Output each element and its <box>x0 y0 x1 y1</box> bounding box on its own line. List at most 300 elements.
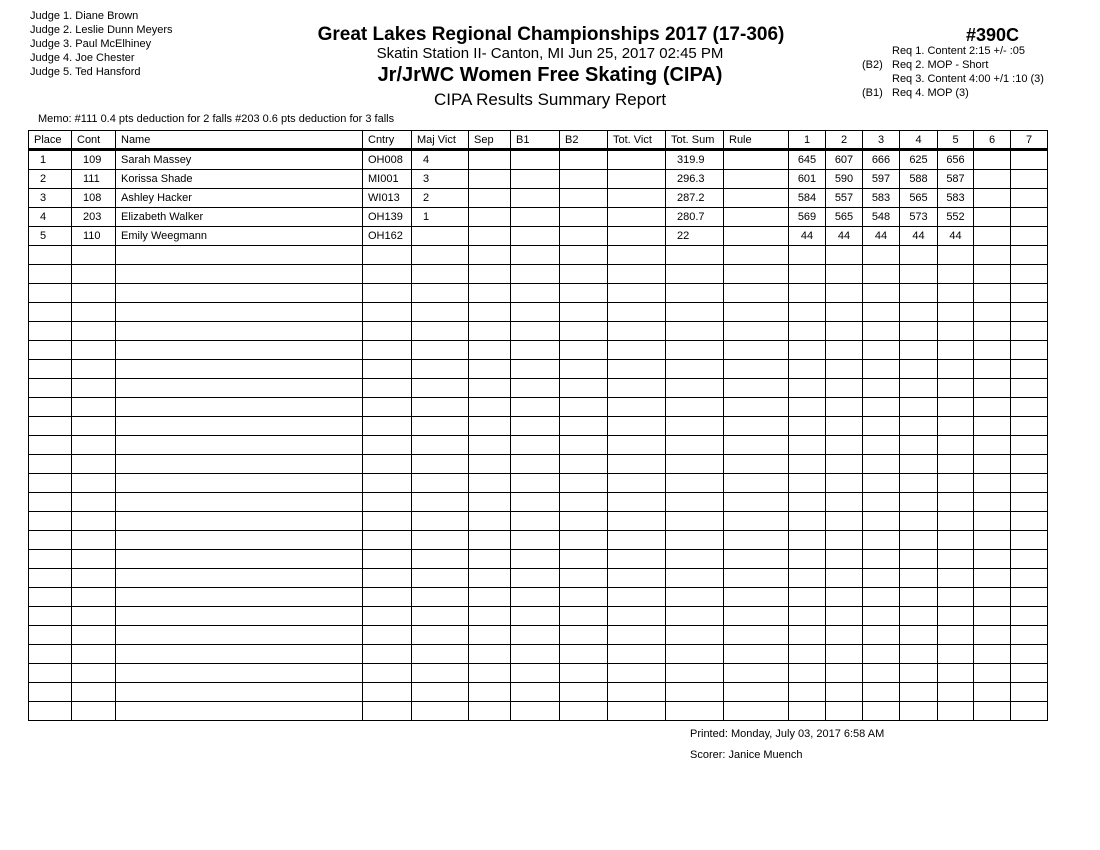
empty-cell <box>363 664 412 683</box>
empty-cell <box>511 531 560 550</box>
empty-cell <box>511 417 560 436</box>
empty-cell <box>560 664 608 683</box>
empty-cell <box>116 360 363 379</box>
empty-cell <box>826 322 863 341</box>
empty-cell <box>863 303 900 322</box>
empty-cell <box>560 588 608 607</box>
empty-cell <box>789 493 826 512</box>
empty-cell <box>29 588 72 607</box>
empty-cell <box>363 588 412 607</box>
empty-cell <box>469 379 511 398</box>
empty-cell <box>789 664 826 683</box>
empty-cell <box>116 341 363 360</box>
empty-cell <box>72 626 116 645</box>
empty-cell <box>863 550 900 569</box>
requirement-line: Req 3. Content 4:00 +/1 :10 (3) <box>892 73 1044 85</box>
empty-cell <box>560 702 608 721</box>
empty-cell <box>938 493 974 512</box>
empty-cell <box>363 569 412 588</box>
empty-cell <box>116 398 363 417</box>
empty-cell <box>974 569 1011 588</box>
empty-cell <box>363 341 412 360</box>
cell-j7 <box>1011 208 1048 227</box>
empty-cell <box>1011 607 1048 626</box>
empty-cell <box>469 683 511 702</box>
empty-cell <box>1011 512 1048 531</box>
empty-cell <box>469 607 511 626</box>
empty-cell <box>469 626 511 645</box>
empty-cell <box>469 265 511 284</box>
empty-cell <box>789 398 826 417</box>
empty-cell <box>511 398 560 417</box>
empty-cell <box>724 645 789 664</box>
empty-cell <box>560 626 608 645</box>
empty-cell <box>789 417 826 436</box>
cell-place: 4 <box>29 208 72 227</box>
empty-cell <box>29 398 72 417</box>
empty-cell <box>938 322 974 341</box>
cell-j3: 666 <box>863 150 900 170</box>
empty-cell <box>469 550 511 569</box>
empty-cell <box>29 455 72 474</box>
empty-cell <box>1011 664 1048 683</box>
empty-row <box>29 265 1048 284</box>
empty-cell <box>116 246 363 265</box>
empty-cell <box>1011 303 1048 322</box>
empty-cell <box>608 531 666 550</box>
empty-cell <box>974 303 1011 322</box>
empty-cell <box>116 588 363 607</box>
empty-cell <box>560 379 608 398</box>
empty-cell <box>1011 626 1048 645</box>
empty-cell <box>938 569 974 588</box>
empty-cell <box>938 664 974 683</box>
cell-j7 <box>1011 189 1048 208</box>
empty-cell <box>938 398 974 417</box>
empty-cell <box>863 645 900 664</box>
empty-cell <box>789 379 826 398</box>
empty-cell <box>666 702 724 721</box>
empty-cell <box>116 664 363 683</box>
empty-cell <box>900 550 938 569</box>
empty-cell <box>938 474 974 493</box>
empty-cell <box>666 436 724 455</box>
cell-place: 5 <box>29 227 72 246</box>
empty-cell <box>900 512 938 531</box>
empty-cell <box>29 493 72 512</box>
empty-cell <box>900 341 938 360</box>
empty-cell <box>974 436 1011 455</box>
results-table <box>28 130 1048 721</box>
table-row <box>29 227 1048 246</box>
empty-cell <box>412 360 469 379</box>
cell-j1: 569 <box>789 208 826 227</box>
cell-tot-vict <box>608 227 666 246</box>
empty-cell <box>29 284 72 303</box>
cell-cntry: OH162 <box>363 227 412 246</box>
empty-cell <box>511 246 560 265</box>
empty-cell <box>29 474 72 493</box>
empty-cell <box>363 436 412 455</box>
empty-cell <box>412 531 469 550</box>
empty-cell <box>724 303 789 322</box>
empty-cell <box>1011 531 1048 550</box>
cell-b2 <box>560 189 608 208</box>
empty-cell <box>29 626 72 645</box>
cell-tot-vict <box>608 150 666 170</box>
empty-cell <box>826 303 863 322</box>
empty-cell <box>72 322 116 341</box>
empty-row <box>29 531 1048 550</box>
col-header-b1: B1 <box>511 131 560 150</box>
empty-cell <box>72 493 116 512</box>
empty-cell <box>511 436 560 455</box>
cell-cont: 111 <box>72 170 116 189</box>
empty-cell <box>116 550 363 569</box>
empty-cell <box>469 246 511 265</box>
empty-row <box>29 664 1048 683</box>
empty-cell <box>826 436 863 455</box>
empty-cell <box>72 360 116 379</box>
cell-j2: 607 <box>826 150 863 170</box>
cell-j4: 625 <box>900 150 938 170</box>
empty-cell <box>666 607 724 626</box>
col-header-cont: Cont <box>72 131 116 150</box>
empty-cell <box>363 322 412 341</box>
cell-sep <box>469 208 511 227</box>
empty-cell <box>724 702 789 721</box>
empty-cell <box>469 284 511 303</box>
empty-cell <box>974 398 1011 417</box>
cell-tot-vict <box>608 189 666 208</box>
cell-cont: 108 <box>72 189 116 208</box>
empty-cell <box>863 360 900 379</box>
empty-cell <box>666 569 724 588</box>
empty-cell <box>974 284 1011 303</box>
empty-cell <box>116 512 363 531</box>
cell-b1 <box>511 189 560 208</box>
cell-j6 <box>974 150 1011 170</box>
empty-cell <box>938 512 974 531</box>
empty-cell <box>789 588 826 607</box>
empty-cell <box>72 303 116 322</box>
empty-row <box>29 360 1048 379</box>
col-header-place: Place <box>29 131 72 150</box>
empty-cell <box>72 550 116 569</box>
empty-cell <box>666 493 724 512</box>
cell-rule <box>724 150 789 170</box>
empty-cell <box>826 588 863 607</box>
empty-cell <box>469 645 511 664</box>
empty-cell <box>116 417 363 436</box>
empty-cell <box>511 455 560 474</box>
empty-cell <box>826 379 863 398</box>
empty-cell <box>938 284 974 303</box>
empty-cell <box>900 645 938 664</box>
empty-cell <box>1011 322 1048 341</box>
empty-cell <box>900 455 938 474</box>
cell-j6 <box>974 170 1011 189</box>
empty-cell <box>608 360 666 379</box>
empty-cell <box>469 417 511 436</box>
cell-b2 <box>560 227 608 246</box>
empty-cell <box>511 607 560 626</box>
empty-cell <box>412 645 469 664</box>
empty-row <box>29 569 1048 588</box>
empty-cell <box>608 455 666 474</box>
empty-cell <box>724 493 789 512</box>
empty-cell <box>863 379 900 398</box>
cell-j7 <box>1011 227 1048 246</box>
cell-j3: 583 <box>863 189 900 208</box>
table-row <box>29 170 1048 189</box>
empty-cell <box>724 531 789 550</box>
cell-j6 <box>974 227 1011 246</box>
cell-name: Korissa Shade <box>116 170 363 189</box>
cell-cntry: OH139 <box>363 208 412 227</box>
empty-cell <box>724 341 789 360</box>
printed-timestamp: Printed: Monday, July 03, 2017 6:58 AM <box>690 728 885 740</box>
cell-tot-sum: 296.3 <box>666 170 724 189</box>
empty-row <box>29 398 1048 417</box>
empty-cell <box>363 265 412 284</box>
empty-cell <box>412 322 469 341</box>
empty-cell <box>72 398 116 417</box>
empty-cell <box>469 303 511 322</box>
empty-cell <box>900 246 938 265</box>
empty-cell <box>900 360 938 379</box>
empty-cell <box>29 417 72 436</box>
empty-cell <box>608 398 666 417</box>
empty-cell <box>900 322 938 341</box>
empty-cell <box>511 702 560 721</box>
empty-cell <box>363 417 412 436</box>
empty-cell <box>1011 398 1048 417</box>
empty-cell <box>900 417 938 436</box>
empty-cell <box>789 341 826 360</box>
empty-cell <box>863 341 900 360</box>
empty-cell <box>826 645 863 664</box>
empty-cell <box>826 664 863 683</box>
empty-cell <box>666 341 724 360</box>
empty-cell <box>560 531 608 550</box>
empty-cell <box>116 303 363 322</box>
empty-cell <box>608 493 666 512</box>
empty-cell <box>1011 683 1048 702</box>
empty-cell <box>863 569 900 588</box>
empty-cell <box>72 455 116 474</box>
empty-cell <box>29 645 72 664</box>
empty-cell <box>412 284 469 303</box>
report-title: CIPA Results Summary Report <box>433 90 667 109</box>
empty-cell <box>363 493 412 512</box>
empty-cell <box>789 550 826 569</box>
col-header-sep: Sep <box>469 131 511 150</box>
cell-b1 <box>511 208 560 227</box>
empty-cell <box>116 265 363 284</box>
empty-cell <box>116 683 363 702</box>
requirement-line: (B2) Req 2. MOP - Short <box>862 59 989 71</box>
empty-cell <box>974 341 1011 360</box>
empty-cell <box>789 436 826 455</box>
col-header-judge-4: 4 <box>900 131 938 150</box>
empty-row <box>29 626 1048 645</box>
col-header-name: Name <box>116 131 363 150</box>
empty-cell <box>900 569 938 588</box>
empty-cell <box>863 512 900 531</box>
empty-cell <box>608 436 666 455</box>
empty-cell <box>666 683 724 702</box>
empty-cell <box>511 588 560 607</box>
empty-cell <box>863 455 900 474</box>
empty-cell <box>469 702 511 721</box>
empty-cell <box>724 550 789 569</box>
empty-cell <box>412 455 469 474</box>
empty-cell <box>826 607 863 626</box>
empty-cell <box>974 550 1011 569</box>
empty-cell <box>789 569 826 588</box>
empty-cell <box>863 265 900 284</box>
empty-cell <box>974 246 1011 265</box>
empty-cell <box>469 341 511 360</box>
empty-cell <box>608 512 666 531</box>
empty-cell <box>724 246 789 265</box>
empty-cell <box>412 607 469 626</box>
cell-tot-sum: 319.9 <box>666 150 724 170</box>
empty-cell <box>974 607 1011 626</box>
empty-cell <box>938 683 974 702</box>
empty-cell <box>608 417 666 436</box>
empty-cell <box>826 284 863 303</box>
empty-cell <box>724 284 789 303</box>
empty-cell <box>666 531 724 550</box>
empty-cell <box>1011 284 1048 303</box>
col-header-judge-5: 5 <box>938 131 974 150</box>
empty-cell <box>974 645 1011 664</box>
cell-j1: 645 <box>789 150 826 170</box>
empty-cell <box>863 322 900 341</box>
cell-cont: 109 <box>72 150 116 170</box>
cell-rule <box>724 227 789 246</box>
empty-cell <box>72 265 116 284</box>
empty-cell <box>363 303 412 322</box>
col-header-tot-vict: Tot. Vict <box>608 131 666 150</box>
empty-cell <box>608 550 666 569</box>
empty-cell <box>1011 455 1048 474</box>
empty-cell <box>560 303 608 322</box>
empty-cell <box>608 607 666 626</box>
empty-cell <box>511 284 560 303</box>
empty-cell <box>666 626 724 645</box>
empty-cell <box>363 626 412 645</box>
empty-cell <box>469 531 511 550</box>
empty-cell <box>938 379 974 398</box>
empty-cell <box>412 398 469 417</box>
empty-cell <box>974 322 1011 341</box>
cell-j2: 44 <box>826 227 863 246</box>
empty-cell <box>608 246 666 265</box>
empty-cell <box>116 436 363 455</box>
empty-cell <box>900 284 938 303</box>
empty-cell <box>826 683 863 702</box>
cell-j2: 565 <box>826 208 863 227</box>
empty-cell <box>608 284 666 303</box>
empty-cell <box>789 683 826 702</box>
cell-name: Sarah Massey <box>116 150 363 170</box>
empty-cell <box>1011 417 1048 436</box>
empty-cell <box>412 550 469 569</box>
col-header-judge-6: 6 <box>974 131 1011 150</box>
empty-cell <box>863 531 900 550</box>
scorer: Scorer: Janice Muench <box>690 749 803 761</box>
empty-cell <box>724 322 789 341</box>
empty-cell <box>1011 436 1048 455</box>
empty-cell <box>116 702 363 721</box>
empty-cell <box>29 379 72 398</box>
empty-cell <box>1011 645 1048 664</box>
empty-cell <box>116 569 363 588</box>
empty-row <box>29 455 1048 474</box>
empty-cell <box>938 265 974 284</box>
cell-j7 <box>1011 170 1048 189</box>
empty-cell <box>1011 493 1048 512</box>
cell-j1: 584 <box>789 189 826 208</box>
empty-cell <box>789 645 826 664</box>
empty-cell <box>666 474 724 493</box>
empty-row <box>29 607 1048 626</box>
cell-j1: 601 <box>789 170 826 189</box>
empty-cell <box>116 531 363 550</box>
cell-j5: 552 <box>938 208 974 227</box>
empty-cell <box>789 474 826 493</box>
empty-cell <box>363 360 412 379</box>
empty-cell <box>863 683 900 702</box>
empty-cell <box>116 474 363 493</box>
empty-cell <box>974 588 1011 607</box>
col-header-judge-1: 1 <box>789 131 826 150</box>
empty-cell <box>72 645 116 664</box>
empty-cell <box>666 417 724 436</box>
empty-row <box>29 303 1048 322</box>
empty-cell <box>900 683 938 702</box>
empty-cell <box>1011 265 1048 284</box>
cell-b1 <box>511 227 560 246</box>
empty-cell <box>72 702 116 721</box>
empty-cell <box>116 626 363 645</box>
empty-row <box>29 436 1048 455</box>
empty-cell <box>974 455 1011 474</box>
judge-line: Judge 5. Ted Hansford <box>30 66 141 78</box>
empty-cell <box>363 474 412 493</box>
empty-cell <box>29 607 72 626</box>
empty-row <box>29 341 1048 360</box>
empty-cell <box>1011 550 1048 569</box>
judge-line: Judge 1. Diane Brown <box>30 10 139 22</box>
empty-cell <box>412 379 469 398</box>
empty-cell <box>560 474 608 493</box>
empty-cell <box>560 284 608 303</box>
empty-cell <box>29 436 72 455</box>
empty-cell <box>469 588 511 607</box>
cell-j4: 573 <box>900 208 938 227</box>
empty-cell <box>938 607 974 626</box>
empty-cell <box>1011 360 1048 379</box>
empty-cell <box>826 398 863 417</box>
cell-cntry: OH008 <box>363 150 412 170</box>
empty-cell <box>724 379 789 398</box>
empty-cell <box>826 531 863 550</box>
empty-cell <box>608 303 666 322</box>
